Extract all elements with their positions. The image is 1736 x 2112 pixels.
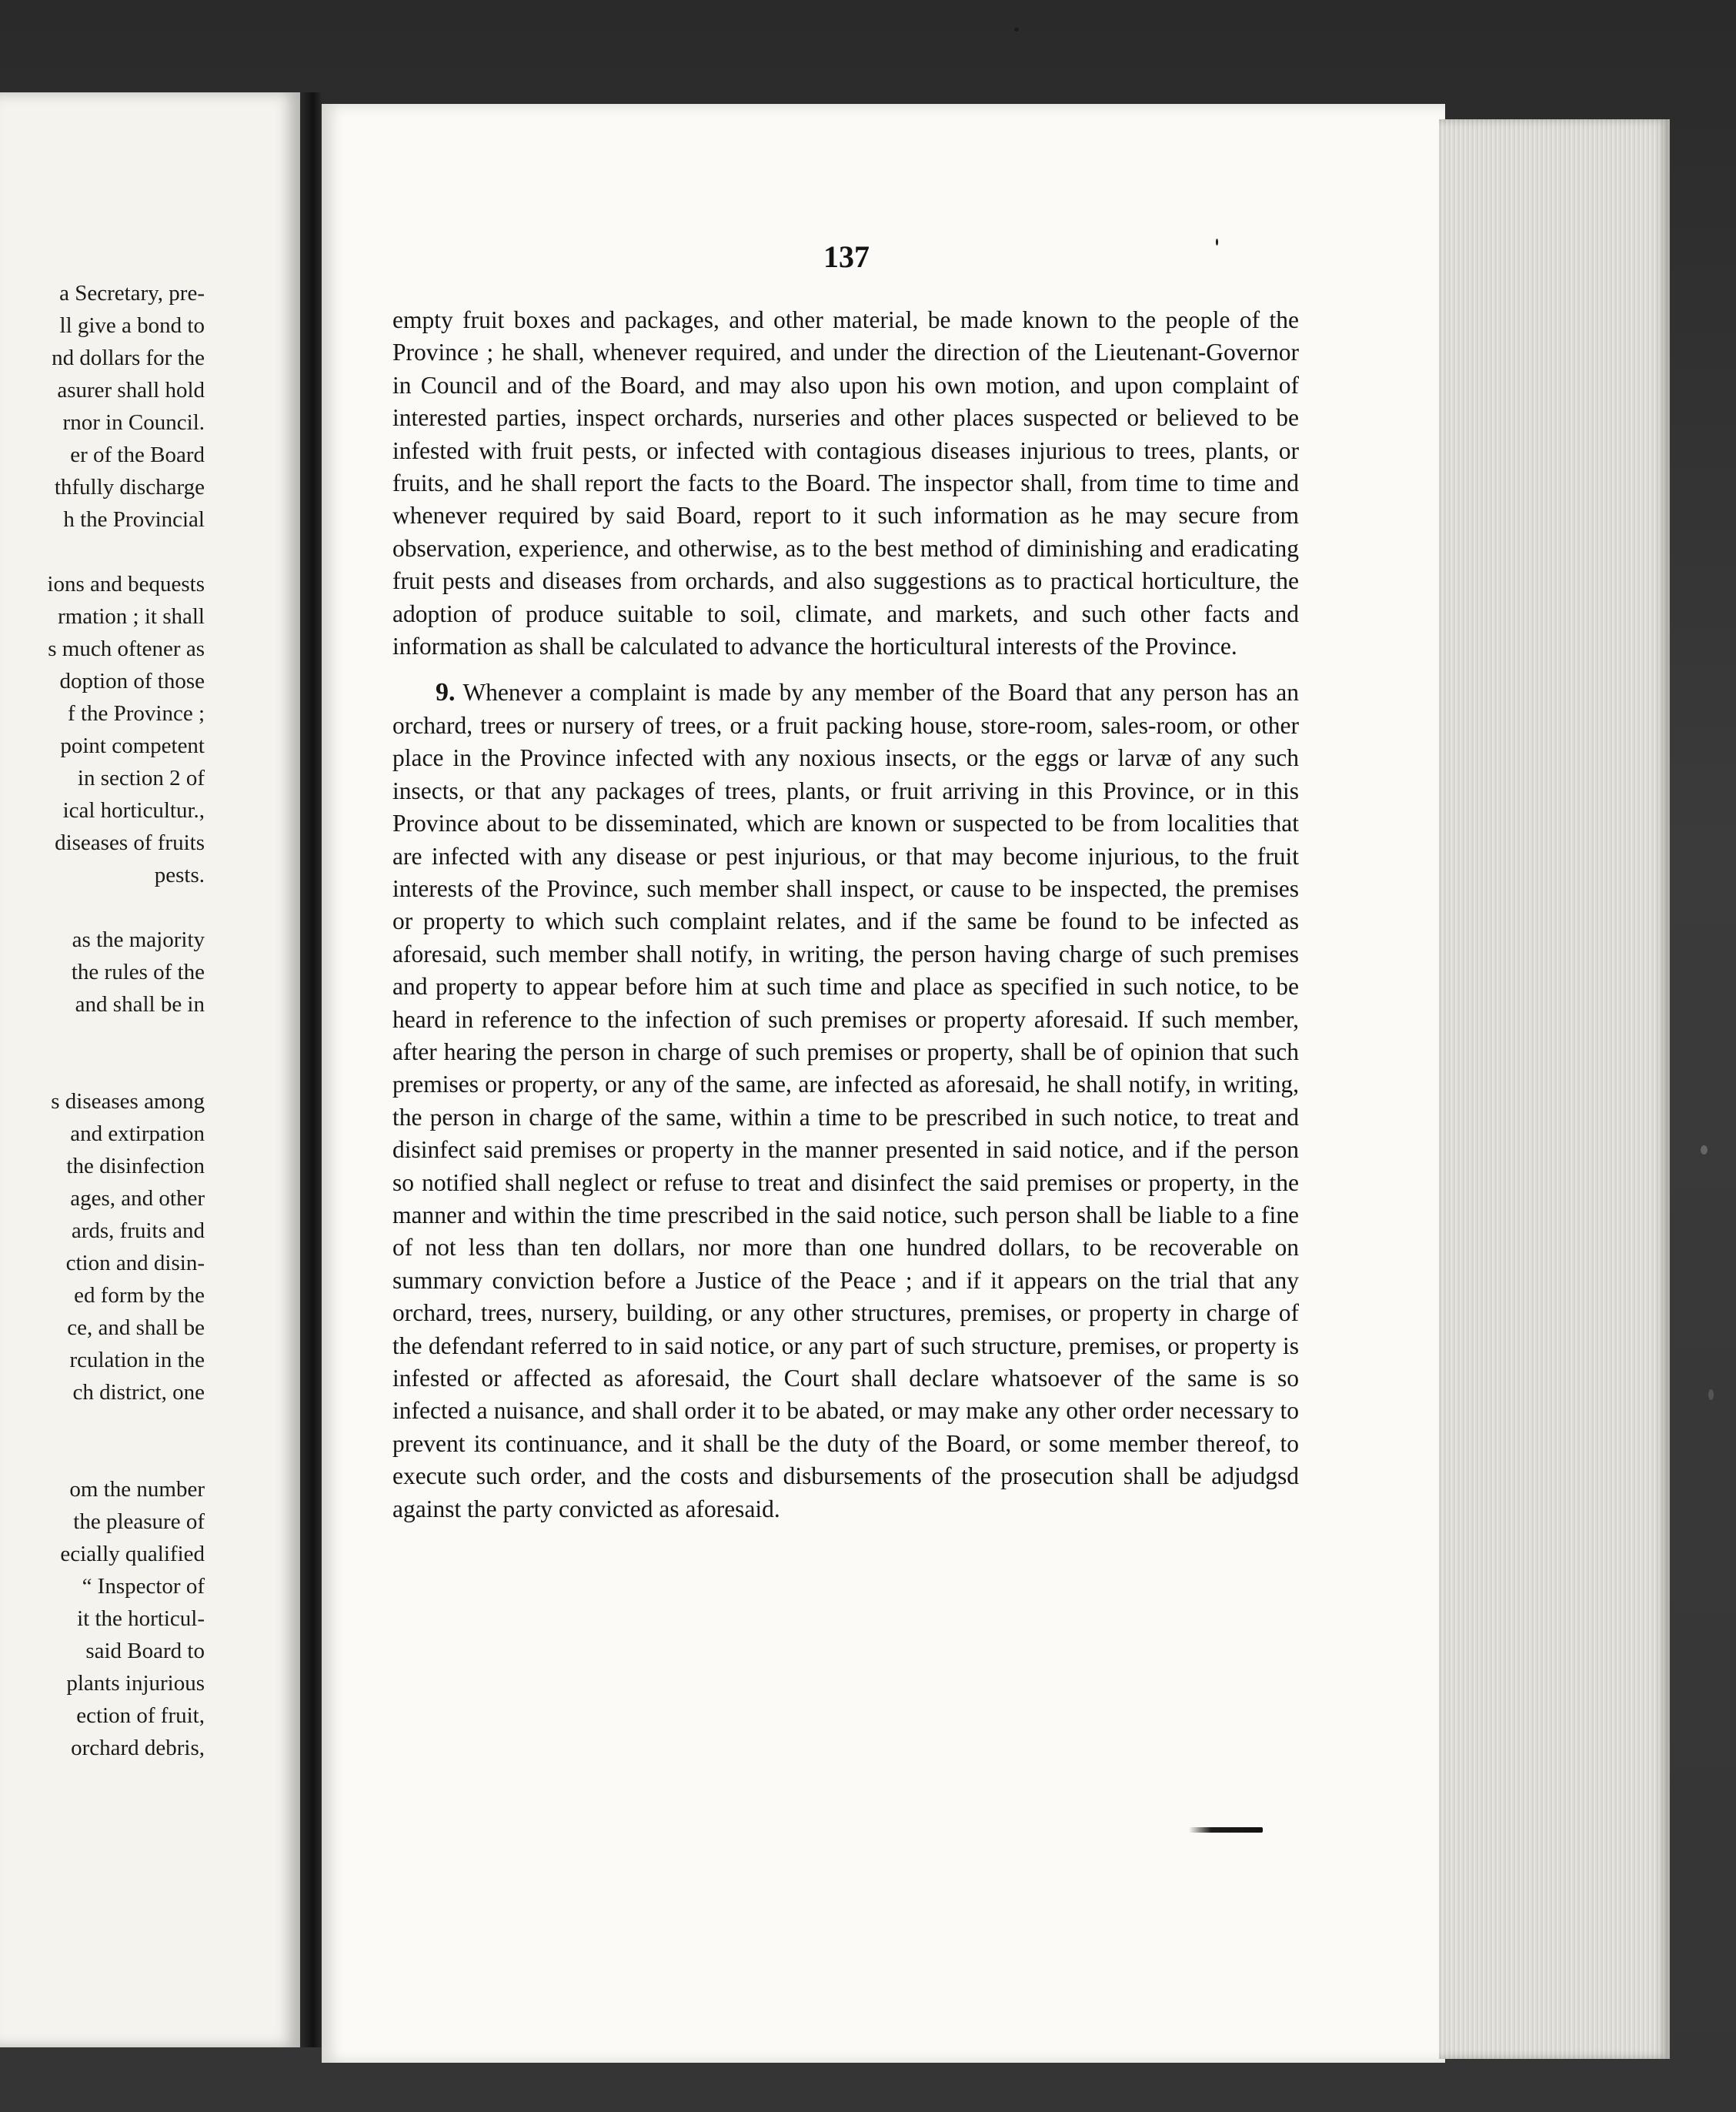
- book-gutter: [300, 92, 322, 2047]
- left-page-line: point competent: [60, 734, 205, 758]
- left-page-line: ages, and other: [70, 1186, 205, 1211]
- left-page-line: om the number: [69, 1477, 205, 1502]
- left-page-line: ards, fruits and: [71, 1218, 205, 1243]
- section-number: 9.: [436, 678, 456, 707]
- left-page-line: nd dollars for the: [52, 346, 205, 370]
- continued-paragraph: empty fruit boxes and packages, and other material, be made known to the people of the Province ; he shall, whenever required, and under the direction of the Lieutenant-Governor in Council and of the Board, and may also upon his own motion, and upon complaint of interested parties, inspect orchards, nurseries and other places suspected or believed to be infested with fruit pests, or infected with contagious diseases injurious to trees, plants, or fruits, and he shall report the facts to the Board. The inspector shall, from time to time and whenever required by said Board, report to it such information as he may secure from observation, experience, and otherwise, as to the best method of diminishing and eradicating fruit pests and diseases from orchards, and also suggestions as to practical horticulture, the adoption of produce suitable to soil, climate, and markets, and such other facts and information as shall be calculated to advance the horticultural interests of the Province.: [392, 306, 1299, 660]
- left-page-line: pests.: [154, 863, 205, 887]
- left-page-line: a Secretary, pre-: [59, 281, 205, 306]
- left-page-line: the pleasure of: [73, 1509, 205, 1534]
- left-page-line: thfully discharge: [54, 475, 205, 500]
- scan-speck: [1216, 239, 1218, 246]
- end-rule: [1189, 1827, 1263, 1833]
- left-page-gap: [0, 891, 205, 924]
- left-page-line: and shall be in: [75, 992, 205, 1017]
- section-9-paragraph: [392, 677, 1299, 1526]
- left-page-line: asurer shall hold: [57, 378, 205, 403]
- left-page-line: s diseases among: [51, 1089, 205, 1114]
- left-page-line: ction and disin-: [65, 1251, 205, 1275]
- left-page-gap: [0, 1021, 205, 1053]
- left-page-line: plants injurious: [66, 1671, 205, 1696]
- left-page-line: s much oftener as: [48, 637, 205, 661]
- page-number: 137: [823, 239, 870, 274]
- left-page-line: rnor in Council.: [62, 410, 205, 435]
- right-page-body: [392, 304, 1299, 1526]
- left-page-line: rmation ; it shall: [58, 604, 205, 629]
- left-page-line: the disinfection: [66, 1154, 205, 1178]
- left-page-line: ection of fruit,: [76, 1703, 205, 1728]
- left-page-gap: [0, 536, 205, 568]
- left-page-line: ch district, one: [72, 1380, 205, 1405]
- left-page-line: the rules of the: [71, 960, 205, 984]
- left-page-line: f the Province ;: [68, 701, 205, 726]
- left-page-line: rculation in the: [69, 1348, 205, 1372]
- left-page-line: doption of those: [59, 669, 205, 693]
- left-page-gap: [0, 1053, 205, 1085]
- left-page-line: as the majority: [72, 927, 205, 952]
- left-page-line: and extirpation: [70, 1121, 205, 1146]
- left-page-line: it the horticul-: [77, 1606, 205, 1631]
- left-page-line: ecially qualified: [60, 1542, 205, 1566]
- left-page-line: ll give a bond to: [59, 313, 205, 338]
- left-page-gap: [0, 1409, 205, 1441]
- left-page-line: diseases of fruits: [55, 830, 205, 855]
- left-page: [0, 92, 300, 2047]
- left-page-line: h the Provincial: [63, 507, 205, 532]
- left-page-line: er of the Board: [70, 443, 205, 467]
- left-page-line: said Board to: [85, 1639, 205, 1663]
- left-page-line: orchard debris,: [71, 1736, 205, 1760]
- scan-speck: [1701, 1145, 1708, 1155]
- page-fore-edge: [1439, 119, 1670, 2059]
- left-page-line: ed form by the: [74, 1283, 205, 1308]
- left-page-line: ions and bequests: [47, 572, 205, 597]
- left-page-line: ce, and shall be: [67, 1315, 205, 1340]
- scan-speck: [1014, 28, 1019, 32]
- scan-speck: [1708, 1389, 1714, 1400]
- left-page-gap: [0, 1441, 205, 1473]
- left-page-text: [0, 277, 205, 1764]
- left-page-line: in section 2 of: [77, 766, 205, 790]
- section-9-text: Whenever a complaint is made by any member of the Board that any person has an orchard, trees or nursery of trees, or a fruit packing house, store-room, sales-room, or other place in the Province infected with any noxious insects, or the eggs or larvæ of any such insects, or that any packages of trees, plants, or fruit arriving in this Province, or in this Province about to be disseminated, which are known or suspected to be from localities that are infected with any disease or pest injurious, or that may become injurious, to the fruit interests of the Province, such member shall inspect, or cause to be inspected, the premises or property to which such complaint relates, and if the same be found to be infected as aforesaid, such member shall notify, in writing, the person having charge of such premises and property to appear before him at such time and place as specified in such notice, to be heard in reference to the infection of such premises or property aforesaid. If such member, after hearing the person in charge of such premises or property, shall be of opinion that such premises or property, or any of the same, are infected as aforesaid, he shall notify, in writing, the person in charge of the same, within a time to be prescribed in such notice, to treat and disinfect said premises or property in the manner presented in said notice, and if the person so notified shall neglect or refuse to treat and disinfect the said premises or property, in the manner and within the time prescribed in the said notice, such person shall be liable to a fine of not less than ten dollars, nor more than one hundred dollars, to be recoverable on summary conviction before a Justice of the Peace ; and if it appears on the trial that any orchard, trees, nursery, building, or any other structures, premises, or property in charge of the defendant referred to in said notice, or any part of such structure, premises, or property is infested or affected as aforesaid, the Court shall declare whatsoever of the same is so infected a nuisance, and shall order it to be abated, or may make any other order necessary to prevent its continuance, and it shall be the duty of the Board, or some member thereof, to execute such order, and the costs and disbursements of the prosecution shall be adjudgsd against the party convicted as aforesaid.: [392, 679, 1299, 1522]
- left-page-line: “ Inspector of: [82, 1574, 205, 1599]
- left-page-line: ical horticultur.,: [62, 798, 205, 823]
